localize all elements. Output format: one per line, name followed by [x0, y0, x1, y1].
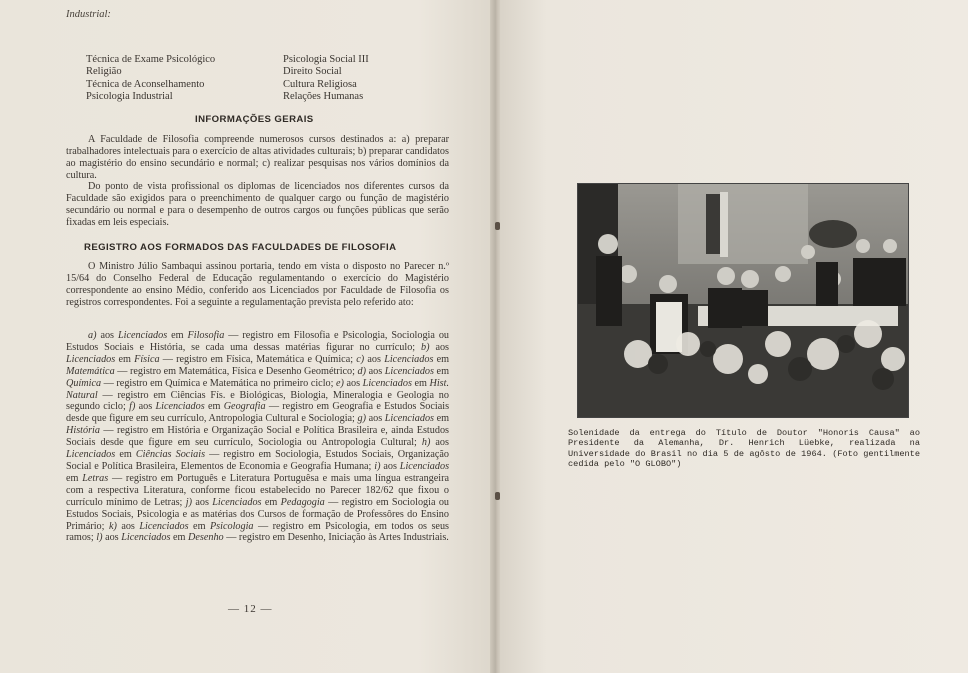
paragraph-registro-list: a) aos Licenciados em Filosofia — registro em Filosofia e Psicologia, Sociologia ou Estudos Sociais e História, se cada uma dessas matérias figurar no currículo; b) aos Licenciados em Física — registro em Física, Matemática e Química; c) aos Licenciados em Matemática — registro em Matemática, Física e Desenho Geométrico; d) aos Licenciados em Química — registro em Química e Matemática no primeiro ciclo; e) aos Licenciados em Hist. Natural — registro em Ciências Fís. e Biológicas, Biologia, Mineralogia e Geologia no segundo ciclo; f) aos Licenciados em Geografia — registro em Geografia e Estudos Sociais desde que figure em seu currículo, Antropologia Cultural e Sociologia; g) aos Licenciados em História — registro em História e Organização Social e Política Brasileira e, ainda Estudos Sociais desde que figure em seu currículo, Sociologia ou Antropologia Cultural; h) aos Licenciados em Ciências Sociais — registro em Sociologia, Estudos Sociais, Organização Social e Política Brasileira, Elementos de Economia e Geografia Humana; i) aos Licenciados em Letras — registro em Português e Literatura Portuguêsa e mais uma língua estrangeira com a respectiva Literatura, conforme ficou estabelecido no Parecer 182/62 que fixou o currículo mínimo de Letras; j) aos Licenciados em Pedagogia — registro em Sociologia ou Estudos Sociais, Psicologia e as matérias dos Cursos de formação de Professôres do Ensino Primário; k) aos Licenciados em Psicologia — registro em Psicologia, em todos os seus ramos; l) aos Licenciados em Desenho — registro em Desenho, Iniciação às Artes Industriais. — [66, 330, 450, 544]
page-number: — 12 — — [228, 603, 273, 615]
course-item: Técnica de Aconselhamento — [86, 78, 205, 90]
course-item: Direito Social — [283, 66, 342, 78]
section-heading-registro: REGISTRO AOS FORMADOS DAS FACULDADES DE FILOSOFIA — [84, 242, 397, 253]
course-item: Técnica de Exame Psicológico — [86, 54, 216, 65]
course-item: Religião — [86, 66, 122, 78]
ceremony-photo-illustration — [578, 184, 908, 417]
course-item: Psicologia Social III — [283, 54, 369, 65]
course-item: Cultura Religiosa — [283, 78, 357, 90]
course-item: Psicologia Industrial — [86, 91, 173, 103]
photo-caption: Solenidade da entrega do Título de Doutor "Honoris Causa" ao Presidente da Alemanha, Dr. Henrich Lüebke, realizada na Universidade do Brasil no dia 5 de agôsto de 1964. (Foto gentilmente cedida pelo "O GLOBO") — [568, 428, 920, 469]
running-title: Industrial: — [66, 9, 111, 20]
paragraph-informacoes-1: A Faculdade de Filosofia compreende numerosos cursos destinados a: a) preparar trabalhadores intelectuais para o exercício de altas atividades culturais; b) preparar candidatos ao magistério do ensino secundário e normal; c) realizar pesquisas nos vários domínios da cultura. — [66, 134, 449, 181]
paragraph-informacoes-2: Do ponto de vista profissional os diplomas de licenciados nos diferentes cursos da Faculdade são exigidos para o preenchimento de qualquer cargo ou função de magistério secundário ou normal e para o desempenho de outros cargos ou funções públicas que serão fixadas em leis especiais. — [66, 181, 449, 228]
paragraph-registro-1: O Ministro Júlio Sambaqui assinou portaria, tendo em vista o disposto no Parecer n.º 15/64 do Conselho Federal de Educação regulamentando o exercício do Magistério correspondente ao ensino Médio, conferido aos Licenciados por Faculdade de Filosofia os registros correspondentes. Foi a seguinte a regulamentação prevista pelo referido ato: — [66, 261, 449, 308]
course-list-left — [86, 54, 215, 104]
course-item: Relações Humanas — [283, 91, 364, 103]
course-list-right — [283, 54, 369, 104]
ceremony-photo — [577, 183, 909, 418]
section-heading-informacoes: INFORMAÇÕES GERAIS — [195, 114, 314, 125]
